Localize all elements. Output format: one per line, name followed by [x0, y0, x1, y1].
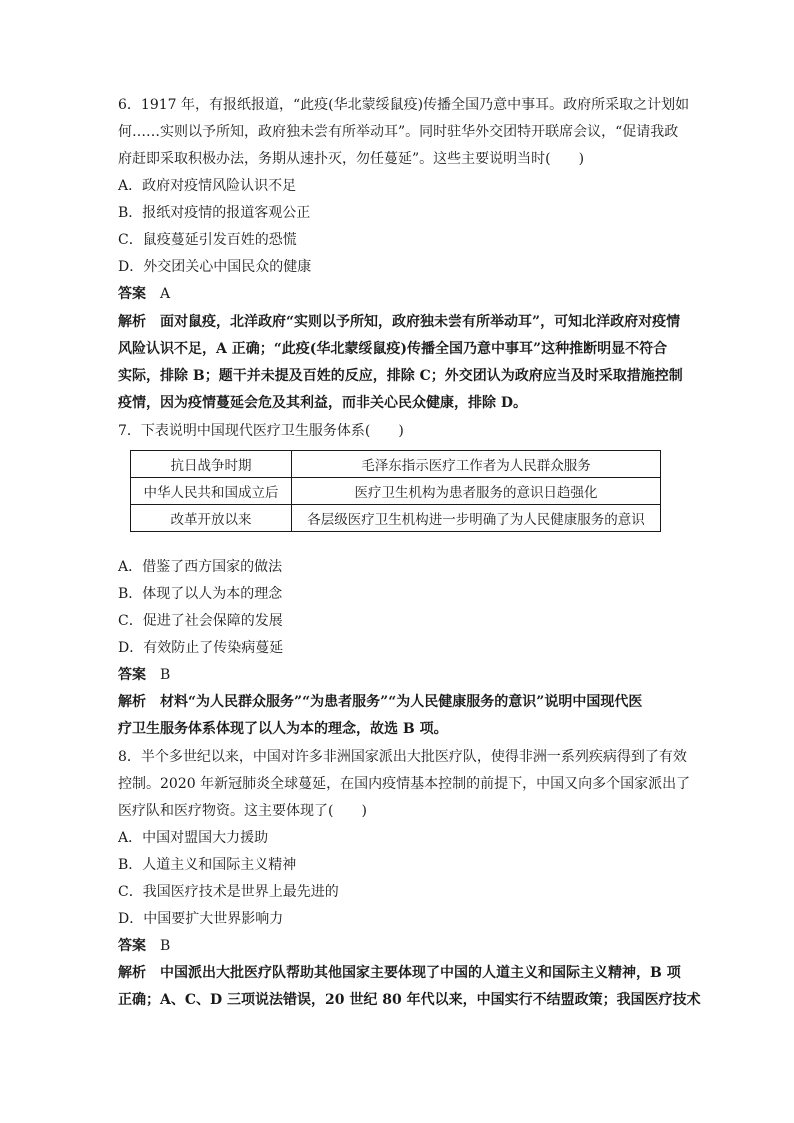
answer-label: 答案 — [118, 938, 146, 954]
q6-option-c: C．鼠疫蔓延引发百姓的恐慌 — [118, 232, 297, 248]
analysis-text: 中国派出大批医疗队帮助其他国家主要体现了中国的人道主义和国际主义精神，B 项 — [160, 965, 681, 981]
answer-value: B — [160, 938, 171, 954]
q6-analysis-line-1 — [118, 312, 688, 332]
analysis-label: 解析 — [118, 314, 146, 330]
q8-option-c: C．我国医疗技术是世界上最先进的 — [118, 884, 339, 900]
q6-answer — [118, 284, 688, 304]
table-cell-period: 抗日战争时期 — [131, 451, 292, 478]
q8-stem-line-2: 控制。2020 年新冠肺炎全球蔓延，在国内疫情基本控制的前提下，中国又向多个国家派出了 — [118, 776, 691, 792]
q7-table — [130, 450, 661, 532]
answer-label: 答案 — [118, 667, 146, 683]
answer-value: A — [160, 286, 171, 302]
q8-analysis-line-2: 正确；A、C、D 三项说法错误，20 世纪 80 年代以来，中国实行不结盟政策；我国医疗技术 — [118, 992, 701, 1008]
q8-option-b: B．人道主义和国际主义精神 — [118, 857, 297, 873]
q6-analysis-line-4: 疫情，因为疫情蔓延会危及其利益，而非关心民众健康，排除 D。 — [118, 395, 528, 411]
table-row — [131, 451, 661, 478]
q8-option-a: A．中国对盟国大力援助 — [118, 830, 269, 846]
q7-option-c: C．促进了社会保障的发展 — [118, 613, 283, 629]
table-row — [131, 478, 661, 505]
analysis-label: 解析 — [118, 965, 146, 981]
table-cell-description: 医疗卫生机构为患者服务的意识日趋强化 — [292, 478, 661, 505]
q8-option-d: D．中国要扩大世界影响力 — [118, 911, 284, 927]
q8-stem-line-1: 8．半个多世纪以来，中国对许多非洲国家派出大批医疗队，使得非洲一系列疾病得到了有效 — [118, 749, 687, 765]
q7-analysis-line-1 — [118, 692, 688, 712]
q7-option-b: B．体现了以人为本的理念 — [118, 586, 283, 602]
answer-value: B — [160, 667, 171, 683]
q6-analysis-line-2: 风险认识不足，A 正确；“此疫(华北蒙绥鼠疫)传播全国乃意中事耳”这种推断明显不符合 — [118, 341, 668, 357]
answer-label: 答案 — [118, 286, 146, 302]
q7-answer — [118, 665, 688, 685]
analysis-text: 材料“为人民群众服务”“为患者服务”“为人民健康服务的意识”说明中国现代医 — [160, 694, 643, 710]
q7-stem: 7．下表说明中国现代医疗卫生服务体系( ) — [118, 423, 404, 439]
table-cell-period: 改革开放以来 — [131, 505, 292, 532]
analysis-text: 面对鼠疫，北洋政府“实则以予所知，政府独未尝有所举动耳”，可知北洋政府对疫情 — [160, 314, 681, 330]
q6-stem-line-1: 6．1917 年，有报纸报道，“此疫(华北蒙绥鼠疫)传播全国乃意中事耳。政府所采取之计划如 — [118, 97, 690, 113]
analysis-label: 解析 — [118, 694, 146, 710]
q7-option-d: D．有效防止了传染病蔓延 — [118, 640, 284, 656]
q8-analysis-line-1 — [118, 963, 688, 983]
q6-stem-line-2: 何……实则以予所知，政府独未尝有所举动耳”。同时驻华外交团特开联席会议，“促请我政 — [118, 124, 679, 140]
table-row — [131, 505, 661, 532]
q8-stem-line-3: 医疗队和医疗物资。这主要体现了( ) — [118, 803, 367, 819]
table-cell-description: 毛泽东指示医疗工作者为人民群众服务 — [292, 451, 661, 478]
q6-option-b: B．报纸对疫情的报道客观公正 — [118, 205, 311, 221]
table-cell-description: 各层级医疗卫生机构进一步明确了为人民健康服务的意识 — [292, 505, 661, 532]
q6-analysis-line-3: 实际，排除 B；题干并未提及百姓的反应，排除 C；外交团认为政府应当及时采取措施控制 — [118, 368, 683, 384]
q7-option-a: A．借鉴了西方国家的做法 — [118, 559, 283, 575]
table-cell-period: 中华人民共和国成立后 — [131, 478, 292, 505]
q7-analysis-line-2: 疗卫生服务体系体现了以人为本的理念，故选 B 项。 — [118, 721, 448, 737]
q6-option-a: A．政府对疫情风险认识不足 — [118, 178, 297, 194]
q8-answer — [118, 936, 688, 956]
q6-option-d: D．外交团关心中国民众的健康 — [118, 259, 312, 275]
q6-stem-line-3: 府赶即采取积极办法，务期从速扑灭，勿任蔓延”。这些主要说明当时( ) — [118, 151, 585, 167]
